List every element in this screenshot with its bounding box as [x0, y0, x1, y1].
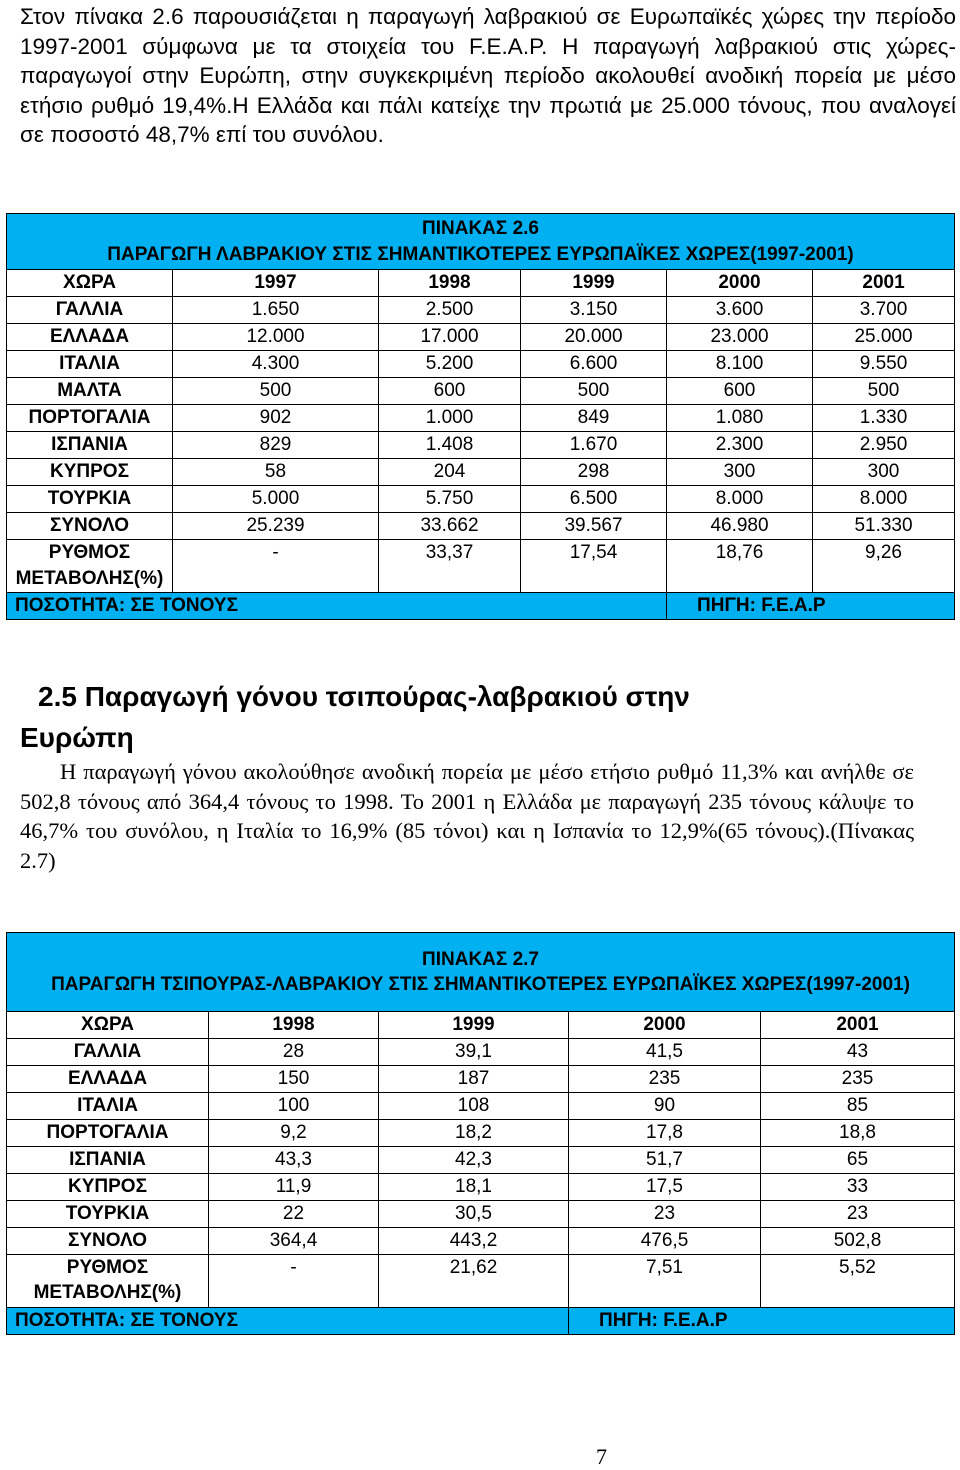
table-2-6-value-cell: 17,54: [521, 540, 667, 593]
table-2-7-value-cell: 30,5: [379, 1201, 569, 1228]
table-2-7-value-cell: 22: [209, 1201, 379, 1228]
table-2-6-value-cell: 829: [173, 432, 379, 459]
table-2-7-country-cell: ΡΥΘΜΟΣ ΜΕΤΑΒΟΛΗΣ(%): [7, 1255, 209, 1308]
table-2-6-value-cell: 204: [379, 459, 521, 486]
table-2-7-value-cell: 476,5: [569, 1228, 761, 1255]
table-2-7-header-row: [7, 1012, 955, 1039]
table-2-6-value-cell: 3.700: [813, 297, 955, 324]
table-2-7-value-cell: 18,1: [379, 1174, 569, 1201]
table-2-6-value-cell: 39.567: [521, 513, 667, 540]
table-2-6-value-cell: 500: [813, 378, 955, 405]
table-2-7-value-cell: 5,52: [761, 1255, 955, 1308]
table-2-6-value-cell: 6.600: [521, 351, 667, 378]
table-2-7-header-cell: 1999: [379, 1012, 569, 1039]
table-row: [7, 1174, 955, 1201]
table-row: [7, 324, 955, 351]
table-2-7-country-cell: ΚΥΠΡΟΣ: [7, 1174, 209, 1201]
table-2-6-value-cell: -: [173, 540, 379, 593]
table-2-6-value-cell: 1.650: [173, 297, 379, 324]
table-2-7-value-cell: 108: [379, 1093, 569, 1120]
table-2-6-value-cell: 3.150: [521, 297, 667, 324]
table-2-6-value-cell: 12.000: [173, 324, 379, 351]
table-2-6-value-cell: 2.300: [667, 432, 813, 459]
table-2-6-country-cell: ΙΤΑΛΙΑ: [7, 351, 173, 378]
table-2-6-title: ΠΑΡΑΓΩΓΗ ΛΑΒΡΑΚΙΟΥ ΣΤΙΣ ΣΗΜΑΝΤΙΚΟΤΕΡΕΣ ΕΥΡΩΠΑΪΚΕΣ ΧΩΡΕΣ(1997-2001): [107, 244, 854, 265]
table-2-7-country-cell: ΣΥΝΟΛΟ: [7, 1228, 209, 1255]
table-row: [7, 1147, 955, 1174]
table-2-7-value-cell: 41,5: [569, 1039, 761, 1066]
table-2-6-value-cell: 6.500: [521, 486, 667, 513]
table-2-7-value-cell: 33: [761, 1174, 955, 1201]
table-2-7-value-cell: 65: [761, 1147, 955, 1174]
table-2-6-value-cell: 58: [173, 459, 379, 486]
table-2-6-value-cell: 500: [521, 378, 667, 405]
section-title-line-2: Ευρώπη: [20, 722, 134, 753]
table-2-6-value-cell: 46.980: [667, 513, 813, 540]
section-paragraph-text: Η παραγωγή γόνου ακολούθησε ανοδική πορεία με μέσο ετήσιο ρυθμό 11,3% και ανήλθε σε 502,8 τόνους από 364,4 τόνους το 1998. Το 2001 η Ελλάδα με παραγωγή 235 τόνους κάλυψε το 46,7% του συνόλου, η Ιταλία το 16,9% (85 τόνοι) και η Ισπανία το 12,9%(65 τόνους).(Πίνακας 2.7): [20, 759, 914, 873]
table-2-6-value-cell: 18,76: [667, 540, 813, 593]
table-2-6-value-cell: 5.750: [379, 486, 521, 513]
table-2-6-value-cell: 2.950: [813, 432, 955, 459]
table-2-7-country-cell: ΤΟΥΡΚΙΑ: [7, 1201, 209, 1228]
table-2-6-value-cell: 1.408: [379, 432, 521, 459]
table-2-7-footer-row: [7, 1308, 955, 1335]
table-2-7-value-cell: 90: [569, 1093, 761, 1120]
table-2-6-header-cell: 2000: [667, 270, 813, 297]
table-2-6-value-cell: 8.100: [667, 351, 813, 378]
table-2-7-value-cell: 100: [209, 1093, 379, 1120]
table-2-7-value-cell: 17,8: [569, 1120, 761, 1147]
table-2-6-country-cell: ΓΑΛΛΙΑ: [7, 297, 173, 324]
section-title: [20, 676, 950, 758]
table-2-7-value-cell: 11,9: [209, 1174, 379, 1201]
table-2-7-header-cell: 2000: [569, 1012, 761, 1039]
table-2-7-value-cell: 42,3: [379, 1147, 569, 1174]
page-number: 7: [596, 1444, 607, 1469]
table-2-6: [6, 213, 955, 620]
table-row: [7, 1093, 955, 1120]
table-2-6-value-cell: 1.080: [667, 405, 813, 432]
table-2-7-value-cell: 17,5: [569, 1174, 761, 1201]
table-2-7-header-cell: 1998: [209, 1012, 379, 1039]
table-2-6-value-cell: 600: [667, 378, 813, 405]
table-2-6-value-cell: 849: [521, 405, 667, 432]
table-2-6-value-cell: 25.000: [813, 324, 955, 351]
table-2-6-value-cell: 23.000: [667, 324, 813, 351]
table-2-7-value-cell: 235: [569, 1066, 761, 1093]
table-2-6-header-cell: ΧΩΡΑ: [7, 270, 173, 297]
table-row: [7, 1039, 955, 1066]
table-2-7-country-cell: ΙΤΑΛΙΑ: [7, 1093, 209, 1120]
table-row: [7, 1201, 955, 1228]
table-2-6-value-cell: 33,37: [379, 540, 521, 593]
table-2-6-value-cell: 8.000: [813, 486, 955, 513]
table-2-7-source-note: ΠΗΓΗ: F.E.A.P: [569, 1308, 955, 1335]
table-2-7-country-cell: ΕΛΛΑΔΑ: [7, 1066, 209, 1093]
table-2-6-value-cell: 298: [521, 459, 667, 486]
table-row: [7, 513, 955, 540]
table-2-7-value-cell: 18,8: [761, 1120, 955, 1147]
table-2-6-country-cell: ΚΥΠΡΟΣ: [7, 459, 173, 486]
intro-paragraph: Στον πίνακα 2.6 παρουσιάζεται η παραγωγή λαβρακιού σε Ευρωπαϊκές χώρες την περίοδο 1997-2001 σύμφωνα με τα στοιχεία του F.E.A.P. Η παραγωγή λαβρακιού στις χώρες-παραγωγοί στην Ευρώπη, στην συγκεκριμένη περίοδο ακολουθεί ανοδική πορεία με μέσο ετήσιο ρυθμό 19,4%.Η Ελλάδα και πάλι κατείχε την πρωτιά με 25.000 τόνους, που αναλογεί σε ποσοστό 48,7% επί του συνόλου.: [20, 4, 956, 147]
table-2-6-value-cell: 500: [173, 378, 379, 405]
table-2-7-header-cell: ΧΩΡΑ: [7, 1012, 209, 1039]
table-2-7-value-cell: 18,2: [379, 1120, 569, 1147]
table-2-6-value-cell: 1.670: [521, 432, 667, 459]
table-2-6-value-cell: 9,26: [813, 540, 955, 593]
table-2-7-value-cell: 43,3: [209, 1147, 379, 1174]
table-2-6-header-cell: 1997: [173, 270, 379, 297]
table-2-7-number: ΠΙΝΑΚΑΣ 2.7: [422, 949, 539, 970]
table-2-7-value-cell: 28: [209, 1039, 379, 1066]
table-2-7-value-cell: 51,7: [569, 1147, 761, 1174]
table-2-7-title: ΠΑΡΑΓΩΓΗ ΤΣΙΠΟΥΡΑΣ-ΛΑΒΡΑΚΙΟΥ ΣΤΙΣ ΣΗΜΑΝΤΙΚΟΤΕΡΕΣ ΕΥΡΩΠΑΪΚΕΣ ΧΩΡΕΣ(1997-2001): [51, 974, 910, 995]
section-title-line-1: 2.5 Παραγωγή γόνου τσιπούρας-λαβρακιού στην: [38, 681, 690, 712]
table-2-6-value-cell: 3.600: [667, 297, 813, 324]
table-2-6-value-cell: 33.662: [379, 513, 521, 540]
table-row: [7, 432, 955, 459]
table-2-7-value-cell: 150: [209, 1066, 379, 1093]
table-2-6-country-cell: ΡΥΘΜΟΣ ΜΕΤΑΒΟΛΗΣ(%): [7, 540, 173, 593]
table-2-6-value-cell: 8.000: [667, 486, 813, 513]
table-2-6-value-cell: 51.330: [813, 513, 955, 540]
table-2-7-value-cell: 187: [379, 1066, 569, 1093]
table-2-6-number: ΠΙΝΑΚΑΣ 2.6: [422, 218, 539, 239]
table-2-7-value-cell: 39,1: [379, 1039, 569, 1066]
table-2-6-value-cell: 5.200: [379, 351, 521, 378]
table-2-6-value-cell: 1.000: [379, 405, 521, 432]
table-2-6-value-cell: 25.239: [173, 513, 379, 540]
table-2-6-country-cell: ΠΟΡΤΟΓΑΛΙΑ: [7, 405, 173, 432]
table-2-6-source-note: ΠΗΓΗ: F.E.A.P: [667, 593, 955, 620]
table-2-6-value-cell: 9.550: [813, 351, 955, 378]
table-2-7-value-cell: 23: [761, 1201, 955, 1228]
table-row: [7, 1120, 955, 1147]
table-2-7-country-cell: ΙΣΠΑΝΙΑ: [7, 1147, 209, 1174]
table-2-6-header-row: [7, 270, 955, 297]
table-2-6-header-cell: 1998: [379, 270, 521, 297]
table-row: [7, 1255, 955, 1308]
table-row: [7, 405, 955, 432]
table-2-7-value-cell: 85: [761, 1093, 955, 1120]
table-row: [7, 1228, 955, 1255]
table-2-6-units-note: ΠΟΣΟΤΗΤΑ: ΣΕ ΤΟΝΟΥΣ: [7, 593, 667, 620]
table-2-6-caption: [7, 214, 955, 270]
table-2-7-country-cell: ΓΑΛΛΙΑ: [7, 1039, 209, 1066]
table-2-6-value-cell: 2.500: [379, 297, 521, 324]
table-2-6-value-cell: 300: [813, 459, 955, 486]
table-2-6-value-cell: 902: [173, 405, 379, 432]
table-2-7-value-cell: 364,4: [209, 1228, 379, 1255]
table-2-6-value-cell: 300: [667, 459, 813, 486]
table-2-7-value-cell: 9,2: [209, 1120, 379, 1147]
table-2-7-value-cell: -: [209, 1255, 379, 1308]
table-2-6-value-cell: 4.300: [173, 351, 379, 378]
table-2-6-value-cell: 20.000: [521, 324, 667, 351]
table-2-7-value-cell: 23: [569, 1201, 761, 1228]
table-2-6-country-cell: ΕΛΛΑΔΑ: [7, 324, 173, 351]
table-2-7-value-cell: 235: [761, 1066, 955, 1093]
table-2-7-country-cell: ΠΟΡΤΟΓΑΛΙΑ: [7, 1120, 209, 1147]
table-2-6-country-cell: ΤΟΥΡΚΙΑ: [7, 486, 173, 513]
table-row: [7, 1066, 955, 1093]
table-2-6-value-cell: 1.330: [813, 405, 955, 432]
table-2-6-country-cell: ΜΑΛΤΑ: [7, 378, 173, 405]
table-2-7-value-cell: 43: [761, 1039, 955, 1066]
table-2-7-value-cell: 7,51: [569, 1255, 761, 1308]
table-row: [7, 351, 955, 378]
table-2-6-footer-row: [7, 593, 955, 620]
table-2-6-country-cell: ΣΥΝΟΛΟ: [7, 513, 173, 540]
table-row: [7, 297, 955, 324]
table-2-6-country-cell: ΙΣΠΑΝΙΑ: [7, 432, 173, 459]
table-2-7: [6, 932, 955, 1335]
table-2-6-value-cell: 600: [379, 378, 521, 405]
table-row: [7, 540, 955, 593]
table-2-7-header-cell: 2001: [761, 1012, 955, 1039]
table-2-7-caption: [7, 933, 955, 1012]
table-2-6-value-cell: 17.000: [379, 324, 521, 351]
table-row: [7, 486, 955, 513]
section-paragraph: [20, 757, 914, 875]
table-2-7-value-cell: 502,8: [761, 1228, 955, 1255]
table-row: [7, 459, 955, 486]
table-2-6-header-cell: 1999: [521, 270, 667, 297]
table-row: [7, 378, 955, 405]
table-2-7-value-cell: 443,2: [379, 1228, 569, 1255]
table-2-6-value-cell: 5.000: [173, 486, 379, 513]
table-2-6-header-cell: 2001: [813, 270, 955, 297]
table-2-7-units-note: ΠΟΣΟΤΗΤΑ: ΣΕ ΤΟΝΟΥΣ: [7, 1308, 569, 1335]
table-2-7-value-cell: 21,62: [379, 1255, 569, 1308]
